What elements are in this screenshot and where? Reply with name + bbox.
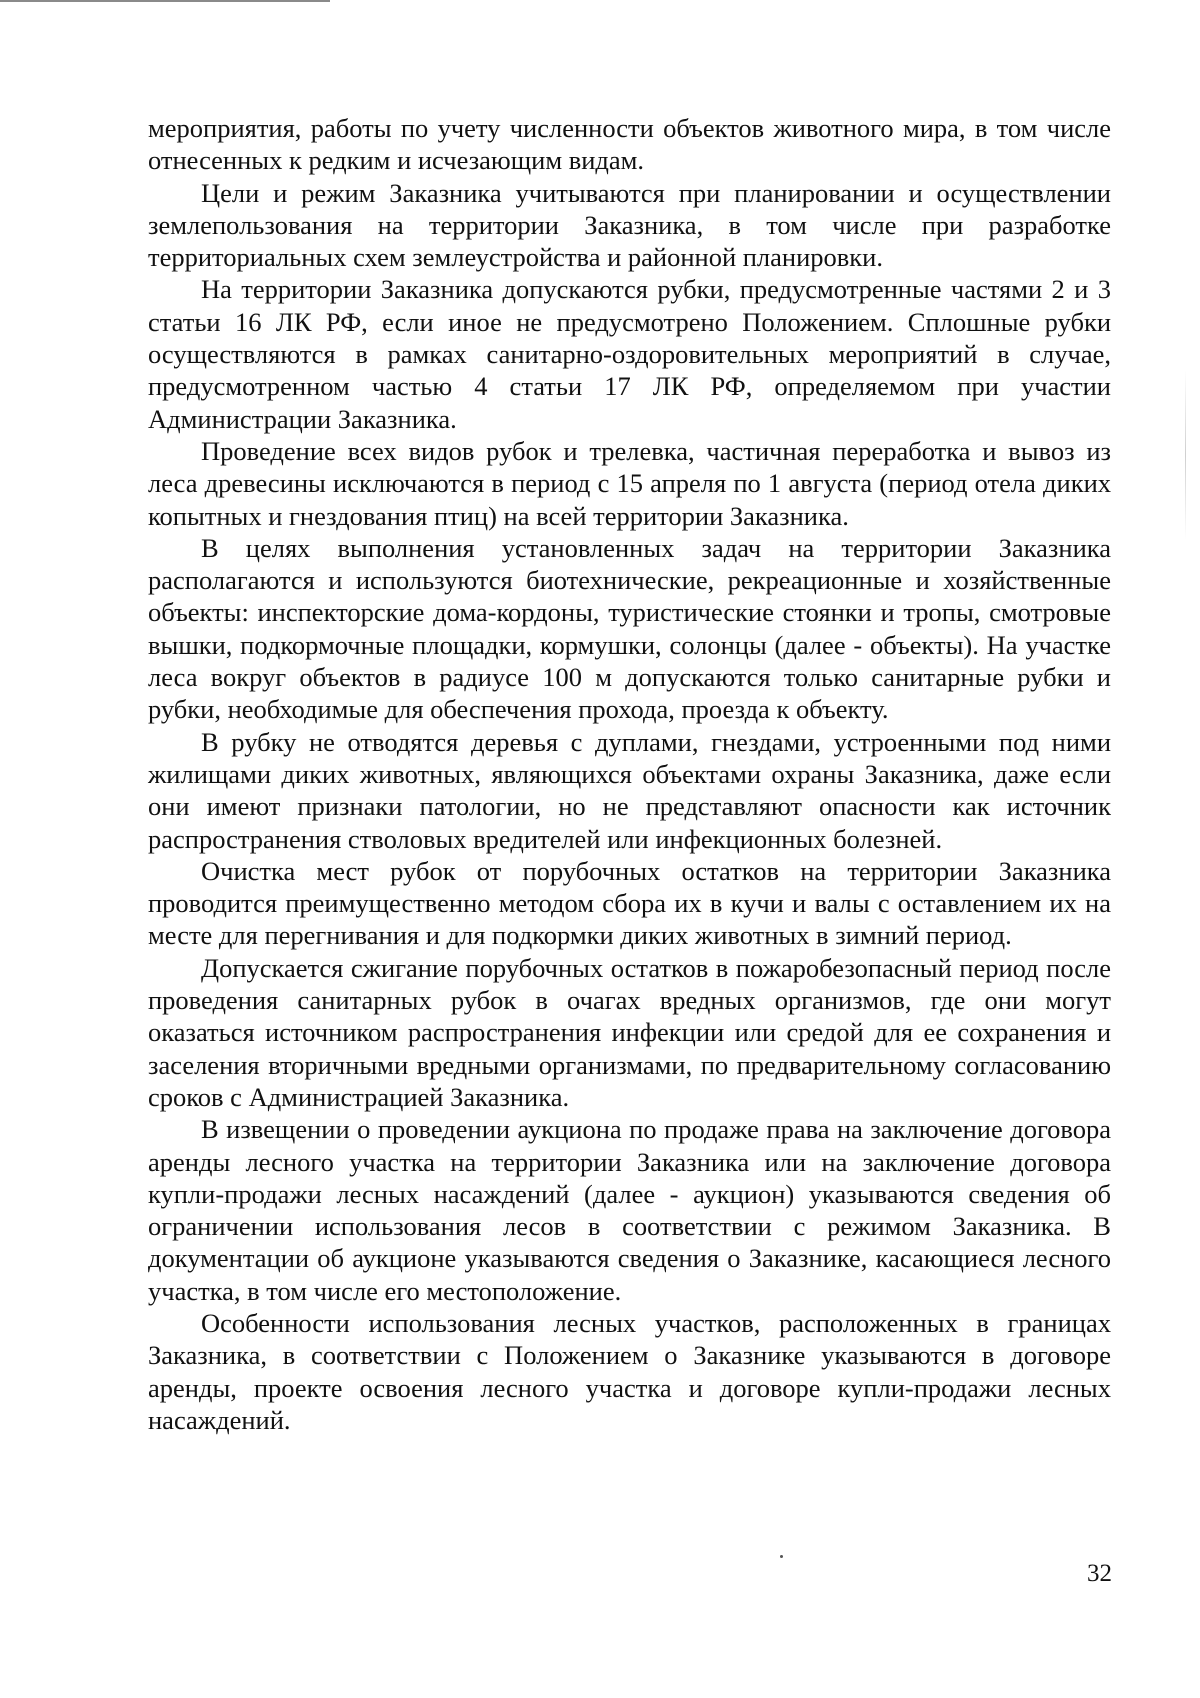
paragraph-protected-trees: В рубку не отводятся деревья с дуплами, гнездами, устроенными под ними жилищами диких животных, являющихся объектами охраны Заказника, даже если они имеют признаки патологии, но не представляют опасности как источник распространения стволовых вредителей или инфекционных болезней. <box>148 726 1111 854</box>
scan-edge-shadow <box>1185 370 1186 540</box>
page-number: 32 <box>1087 1560 1112 1587</box>
scan-speck <box>780 1555 783 1558</box>
paragraph-facilities: В целях выполнения установленных задач на территории Заказника располагаются и используются биотехнические, рекреационные и хозяйственные объекты: инспекторские дома-кордоны, туристические стоянки и тропы, смотровые вышки, подкормочные площадки, кормушки, солонцы (далее - объекты). На участке леса вокруг объектов в радиусе 100 м допускаются только санитарные рубки и рубки, необходимые для обеспечения прохода, проезда к объекту. <box>148 532 1111 725</box>
paragraph-continuation: мероприятия, работы по учету численности объектов животного мира, в том числе отнесенных к редким и исчезающим видам. <box>148 113 1111 176</box>
paragraph-felling-period: Проведение всех видов рубок и трелевка, частичная переработка и вывоз из леса древесины исключаются в период с 15 апреля по 1 августа (период отела диких копытных и гнездования птиц) на всей территории Заказника. <box>148 435 1111 531</box>
paragraph-goals-regime: Цели и режим Заказника учитываются при планировании и осуществлении землепользования на территории Заказника, в том числе при разработке территориальных схем землеустройства и районной планировки. <box>148 177 1111 273</box>
scan-edge-mark <box>0 0 330 2</box>
paragraph-forest-use-features: Особенности использования лесных участков, расположенных в границах Заказника, в соответствии с Положением о Заказнике указываются в договоре аренды, проекте освоения лесного участка и договоре купли-продажи лесных насаждений. <box>148 1307 1111 1435</box>
paragraph-allowed-felling: На территории Заказника допускаются рубки, предусмотренные частями 2 и 3 статьи 16 ЛК РФ, если иное не предусмотрено Положением. Сплошные рубки осуществляются в рамках санитарно-оздоровительных мероприятий в случае, предусмотренном частью 4 статьи 17 ЛК РФ, определяемом при участии Администрации Заказника. <box>148 274 1111 434</box>
document-body <box>148 112 1111 1436</box>
paragraph-residue-burning: Допускается сжигание порубочных остатков в пожаробезопасный период после проведения санитарных рубок в очагах вредных организмов, где они могут оказаться источником распространения инфекции или средой для ее сохранения и заселения вторичными вредными организмами, по предварительному согласованию сроков с Администрацией Заказника. <box>148 952 1111 1112</box>
paragraph-residue-cleanup: Очистка мест рубок от порубочных остатков на территории Заказника проводится преимущественно методом сбора их в кучи и валы с оставлением их на месте для перегнивания и для подкормки диких животных в зимний период. <box>148 855 1111 951</box>
paragraph-auction-notice: В извещении о проведении аукциона по продаже права на заключение договора аренды лесного участка на территории Заказника или на заключение договора купли-продажи лесных насаждений (далее - аукцион) указываются сведения об ограничении использования лесов в соответствии с режимом Заказника. В документации об аукционе указываются сведения о Заказнике, касающиеся лесного участка, в том числе его местоположение. <box>148 1114 1111 1306</box>
